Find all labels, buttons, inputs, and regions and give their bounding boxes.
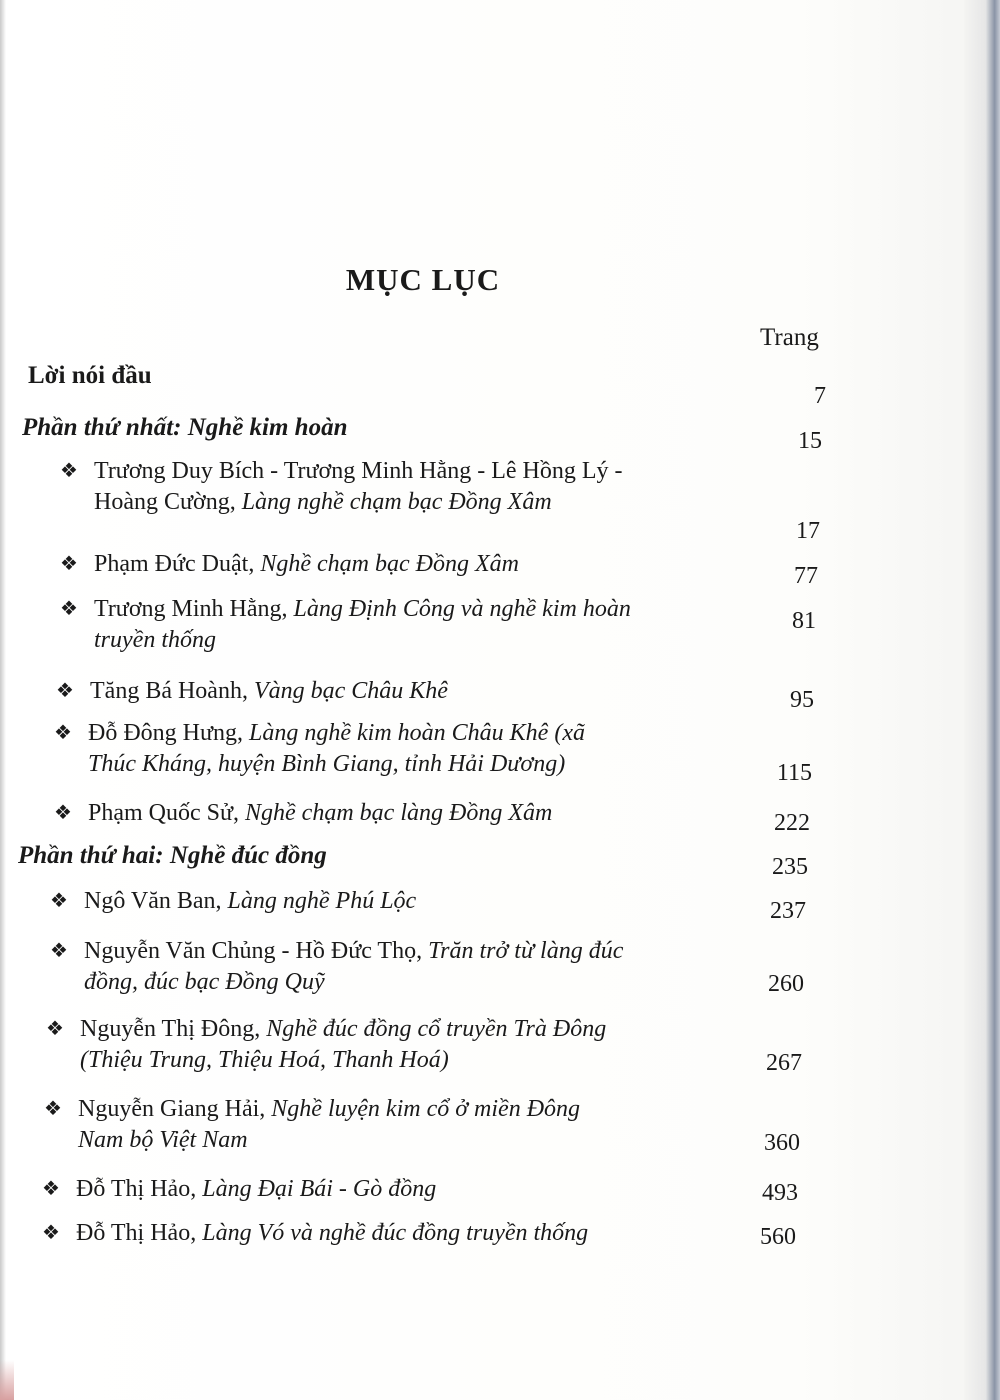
entry-author: Đỗ Thị Hảo, (76, 1220, 197, 1246)
toc-entry (50, 886, 417, 917)
section-intro: Lời nói đầu (28, 362, 152, 389)
toc-entry (60, 549, 519, 580)
diamond-bullet-icon: ❖ (54, 722, 72, 744)
toc-entry (60, 456, 623, 518)
page-number: 560 (760, 1224, 796, 1250)
entry-title: Trăn trở từ làng đúc (428, 938, 624, 964)
diamond-bullet-icon: ❖ (60, 553, 78, 575)
entry-title: Làng nghề chạm bạc Đồng Xâm (241, 489, 552, 515)
entry-title: Làng Vó và nghề đúc đồng truyền thống (202, 1220, 589, 1246)
toc-entry (50, 936, 624, 998)
page-edge-bottom (0, 1360, 14, 1400)
page-number: 237 (770, 898, 806, 924)
toc-entry (60, 594, 631, 656)
toc-entry (54, 718, 585, 780)
diamond-bullet-icon: ❖ (50, 940, 68, 962)
entry-title: Làng nghề Phú Lộc (227, 888, 417, 914)
toc-entry (54, 798, 553, 829)
page-number: 222 (774, 810, 810, 836)
entry-author: Trương Minh Hằng, (94, 596, 288, 622)
diamond-bullet-icon: ❖ (54, 802, 72, 824)
diamond-bullet-icon: ❖ (56, 680, 74, 702)
diamond-bullet-icon: ❖ (60, 460, 78, 482)
section-part2: Phần thứ hai: Nghề đúc đồng (18, 842, 327, 869)
entry-title: Làng nghề kim hoàn Châu Khê (xã (249, 720, 585, 746)
page-column-label: Trang (760, 324, 819, 351)
page-number: 260 (768, 971, 804, 997)
diamond-bullet-icon: ❖ (50, 890, 68, 912)
entry-title: Nghề luyện kim cổ ở miền Đông (271, 1096, 581, 1122)
page-number: 95 (790, 687, 814, 713)
toc-entry (42, 1174, 437, 1205)
page-number: 15 (798, 428, 822, 454)
entry-author: Hoàng Cường, (94, 489, 236, 515)
entry-title: Làng Định Công và nghề kim hoàn (293, 596, 631, 622)
page-number: 493 (762, 1180, 798, 1206)
entry-title: Nghề chạm bạc làng Đồng Xâm (245, 800, 553, 826)
entry-title: Thúc Kháng, huyện Bình Giang, tỉnh Hải Dương) (88, 751, 566, 777)
entry-title: Làng Đại Bái - Gò đồng (202, 1176, 437, 1202)
entry-title: (Thiệu Trung, Thiệu Hoá, Thanh Hoá) (80, 1047, 449, 1073)
page-title: MỤC LỤC (345, 262, 501, 297)
page-number: 115 (776, 760, 812, 786)
page-number: 235 (772, 854, 808, 880)
diamond-bullet-icon: ❖ (44, 1098, 62, 1120)
entry-author: Nguyễn Văn Chủng - Hồ Đức Thọ, (84, 938, 423, 964)
entry-author: Nguyễn Giang Hải, (78, 1096, 266, 1122)
page-number: 77 (794, 563, 818, 589)
entry-title: Nghề chạm bạc Đồng Xâm (260, 551, 519, 577)
entry-title: đồng, đúc bạc Đồng Quỹ (84, 969, 325, 995)
entry-title: Nghề đúc đồng cổ truyền Trà Đông (266, 1016, 607, 1042)
toc-entry (46, 1014, 607, 1076)
entry-title: Vàng bạc Châu Khê (253, 678, 448, 704)
diamond-bullet-icon: ❖ (60, 598, 78, 620)
toc-entry (42, 1218, 589, 1249)
entry-author: Tăng Bá Hoành, (90, 678, 248, 704)
entry-author: Đỗ Đông Hưng, (88, 720, 244, 746)
page-number: 81 (792, 608, 816, 634)
toc-entry (56, 676, 448, 707)
entry-author: Trương Duy Bích - Trương Minh Hằng - Lê Hồng Lý - (94, 458, 623, 484)
page-number: 17 (796, 518, 820, 544)
diamond-bullet-icon: ❖ (42, 1222, 60, 1244)
page-number: 267 (766, 1050, 802, 1076)
entry-title: Nam bộ Việt Nam (78, 1127, 248, 1153)
entry-author: Nguyễn Thị Đông, (80, 1016, 261, 1042)
page-shadow-left (0, 0, 6, 1400)
entry-author: Đỗ Thị Hảo, (76, 1176, 197, 1202)
diamond-bullet-icon: ❖ (42, 1178, 60, 1200)
page-number: 360 (764, 1130, 800, 1156)
section-part1: Phần thứ nhất: Nghề kim hoàn (22, 414, 348, 441)
page-edge-right (964, 0, 1000, 1400)
toc-entry (44, 1094, 581, 1156)
entry-author: Phạm Quốc Sử, (88, 800, 240, 826)
diamond-bullet-icon: ❖ (46, 1018, 64, 1040)
entry-author: Ngô Văn Ban, (84, 888, 222, 914)
entry-author: Phạm Đức Duật, (94, 551, 255, 577)
entry-title: truyền thống (94, 627, 216, 653)
page-number: 7 (814, 383, 826, 409)
